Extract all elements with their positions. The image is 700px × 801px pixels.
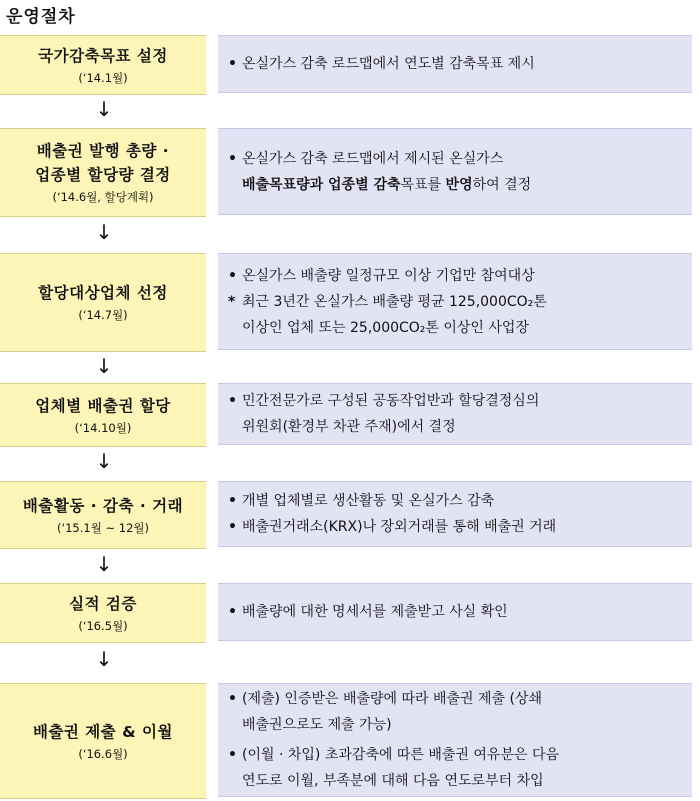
arrow-down-icon: ↓: [95, 647, 113, 671]
bullet-icon: •: [228, 519, 237, 535]
step-description-box: [218, 481, 692, 547]
step-date: (‘14.6월, 할당계획): [52, 190, 154, 204]
bullet-icon: •: [228, 493, 237, 509]
bullet-item: • 민간전문가로 구성된 공동작업반과 할당결정심의: [226, 388, 684, 414]
step-title: 배출권 발행 총량 ·: [36, 142, 170, 160]
bullet-continuation: 연도로 이월, 부족분에 대해 다음 연도로부터 차입: [242, 773, 544, 789]
bullet-icon: •: [228, 747, 237, 763]
bullet-icon: •: [228, 691, 237, 707]
arrow-down-icon: ↓: [95, 552, 113, 576]
step-label-box: [0, 128, 206, 217]
bullet-item: • 개별 업체별로 생산활동 및 온실가스 감축: [226, 488, 684, 514]
bullet-icon: •: [228, 604, 237, 620]
bullet-item: • 온실가스 배출량 일정규모 이상 기업만 참여대상: [226, 263, 684, 289]
arrow-down-icon: ↓: [95, 220, 113, 244]
step-title: 업체별 배출권 할당: [35, 396, 171, 415]
bullet-icon: •: [228, 267, 237, 284]
step-label-box: [0, 383, 206, 447]
step-description-box: [218, 253, 692, 350]
bullet-icon: •: [228, 56, 237, 72]
step-title: 실적 검증: [69, 594, 137, 613]
bullet-item: • 배출량에 대한 명세서를 제출받고 사실 확인: [226, 599, 684, 625]
bullet-continuation: 배출권으로도 제출 가능): [242, 717, 392, 733]
step-label-box: [0, 35, 206, 95]
step-description-box: [218, 583, 692, 641]
bullet-item: • 배출권거래소(KRX)나 장외거래를 통해 배출권 거래: [226, 514, 684, 540]
step-description-box: [218, 35, 692, 93]
step-date: (‘16.6월): [78, 746, 128, 761]
bullet-item: • (이월 · 차입) 초과감축에 따른 배출권 여유분은 다음: [226, 742, 684, 768]
step-title: 업종별 할당량 결정: [35, 166, 171, 184]
bullet-icon: •: [228, 150, 237, 167]
step-date: (‘16.5월): [78, 618, 128, 633]
arrow-down-icon: ↓: [95, 354, 113, 378]
step-label-box: [0, 253, 206, 352]
note-item: * 최근 3년간 온실가스 배출량 평균 125,000CO₂톤: [226, 289, 684, 315]
step-date: (‘14.10월): [74, 420, 132, 435]
bullet-item: • 온실가스 감축 로드맵에서 연도별 감축목표 제시: [226, 51, 684, 77]
step-title: 할당대상업체 선정: [38, 284, 168, 302]
arrow-down-icon: ↓: [95, 97, 113, 121]
page-title: 운영절차: [6, 7, 76, 27]
step-label-box: [0, 481, 206, 549]
step-date: (‘14.7월): [78, 308, 128, 322]
arrow-down-icon: ↓: [95, 449, 113, 473]
step-label-box: [0, 683, 206, 799]
bullet-continuation: 배출목표량과 업종별 감축목표를 반영하여 결정: [242, 176, 532, 193]
bullet-continuation: 위원회(환경부 차관 주재)에서 결정: [242, 419, 456, 435]
step-description-box: [218, 383, 692, 445]
step-date: (‘15.1월 ~ 12월): [56, 520, 150, 535]
bullet-item: • 온실가스 감축 로드맵에서 제시된 온실가스: [226, 146, 684, 172]
step-label-box: [0, 583, 206, 643]
bullet-item: • (제출) 인증받은 배출량에 따라 배출권 제출 (상쇄: [226, 686, 684, 712]
note-continuation: 이상인 업체 또는 25,000CO₂톤 이상인 사업장: [242, 319, 529, 336]
step-title: 국가감축목표 설정: [38, 46, 168, 65]
step-title: 배출권 제출 & 이월: [32, 722, 174, 741]
step-description-box: [218, 683, 692, 797]
step-description-box: [218, 128, 692, 215]
bullet-icon: •: [228, 393, 237, 409]
step-date: (‘14.1월): [78, 70, 128, 85]
asterisk-icon: *: [228, 293, 236, 310]
step-title: 배출활동 · 감축 · 거래: [22, 496, 184, 515]
